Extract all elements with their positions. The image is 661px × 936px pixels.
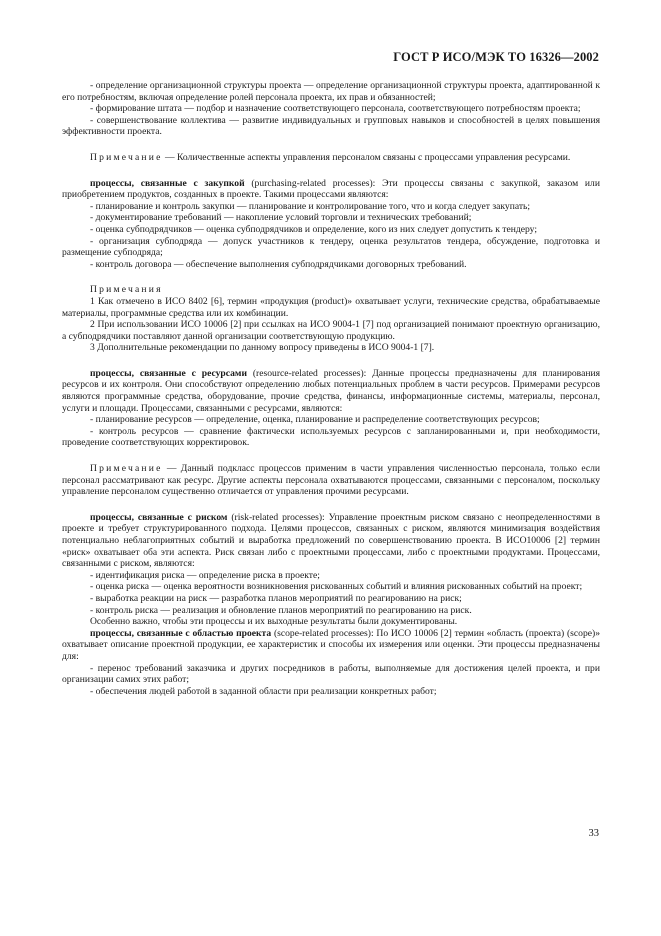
list-item: - оценка риска — оценка вероятности возникновения рискованных событий и влияния рискованных событий на проект; bbox=[90, 581, 583, 593]
document-body bbox=[62, 80, 600, 697]
list-item: - контроль риска — реализация и обновление планов мероприятий по реагированию на риск. bbox=[90, 604, 472, 616]
page-header: ГОСТ Р ИСО/МЭК ТО 16326—2002 bbox=[393, 50, 599, 64]
list-item: - контроль договора — обеспечение выполнения субподрядчиками договорных требований. bbox=[90, 258, 467, 270]
list-item: - планирование и контроль закупки — планирование и контролирование того, что и когда следует закупать; bbox=[90, 200, 531, 212]
term-text: (risk-related processes): Управление проектным риском связано с неопределенностями в проекте и требует структурированного подхода. Целями процессов, связанных с риском, являются минимизация воздействия потенциально неблагоприятных событий и выработка предложений по совершенствованию проекта. В ИСО10006 [2] термин «риск» охватывает оба эти аспекта. Риск связан либо с проектными процессами, либо с проектными продуктами. Процессами, связанными с риском, являются: bbox=[62, 511, 600, 570]
term-text: (resource-related processes): Данные процессы предназначены для планирования ресурсов и их контроля. Они способствуют определению любых потенциальных проблем в части ресурсов. Примерами ресурсов являются программные средства, оборудование, прочие средства, финансы, информационные системы, материалы, персонал, услуги и площади. Процессами, связанными с ресурсами, являются: bbox=[62, 367, 601, 414]
list-item: - формирование штата — подбор и назначение соответствующего персонала, соответствующего потребностям проекта; bbox=[90, 103, 581, 115]
note-paragraph bbox=[62, 152, 600, 164]
note-label: Примечание bbox=[90, 463, 163, 475]
paragraph-gap bbox=[62, 164, 600, 178]
list-item: - идентификация риска — определение риска в проекте; bbox=[90, 569, 320, 581]
note-paragraph: 2 При использовании ИСО 10006 [2] при ссылках на ИСО 9004-1 [7] под организацией понимают проектную организацию, а субподрядчики поставляют данной организации соответствующую продукцию. bbox=[62, 319, 600, 342]
list-item: - перенос требований заказчика и других посредников в работы, выполняемые для достижения целей проекта, и при организации самих этих работ; bbox=[62, 662, 600, 686]
term-name: процессы, связанные с закупкой bbox=[90, 177, 245, 189]
term-text: (purchasing-related processes): Эти процессы связаны с закупкой, заказом или приобретением продуктов, созданных в проекте. Такими процессами являются: bbox=[62, 177, 600, 201]
notes-heading bbox=[62, 284, 600, 296]
list-item: - контроль ресурсов — сравнение фактически используемых ресурсов с запланированными и, при необходимости, проведение соответствующих корректировок. bbox=[62, 425, 600, 449]
list-item: - обеспечения людей работой в заданной области при реализации конкретных работ; bbox=[90, 685, 437, 697]
list-item: - оценка субподрядчиков — оценка субподрядчиков и определение, кого из них следует допустить к тендеру; bbox=[90, 223, 537, 235]
note-label: Примечание bbox=[90, 151, 163, 163]
note-text: — Данный подкласс процессов применим в части управления численностью персонала, только если персонал рассматривают как ресурс. Другие аспекты персонала охватываются процессами, связанными с персоналом, поскольку управление персоналом существенно отличается от управления прочими ресурсами. bbox=[62, 463, 600, 498]
paragraph-gap bbox=[62, 449, 600, 463]
note-paragraph: 1 Как отмечено в ИСО 8402 [6], термин «продукция (product)» охватывает услуги, технические средства, обрабатываемые материалы, программные средства или их комбинации. bbox=[62, 295, 600, 319]
term-name: процессы, связанные с риском bbox=[90, 511, 228, 523]
note-text: — Количественные аспекты управления персоналом связаны с процессами управления ресурсами. bbox=[162, 151, 571, 163]
term-definition bbox=[62, 628, 600, 663]
paragraph-gap bbox=[62, 138, 600, 152]
term-name: процессы, связанные с ресурсами bbox=[90, 367, 247, 379]
note-paragraph: 3 Дополнительные рекомендации по данному вопросу приведены в ИСО 9004-1 [7]. bbox=[90, 342, 435, 354]
paragraph-gap bbox=[62, 498, 600, 512]
paragraph-gap bbox=[62, 354, 600, 368]
term-definition bbox=[62, 512, 600, 570]
note-paragraph bbox=[62, 463, 600, 498]
list-item: Особенно важно, чтобы эти процессы и их выходные результаты были документированы. bbox=[90, 616, 458, 628]
term-text: (scope-related processes): По ИСО 10006 [2] термин «область (проекта) (scope)» охватывает описание проектной продукции, ее характеристик и способы их измерения или оценки. Эти процессы предназначены для: bbox=[62, 627, 601, 662]
term-definition bbox=[62, 178, 600, 201]
list-item: - выработка реакции на риск — разработка планов мероприятий по реагированию на риск; bbox=[90, 592, 462, 604]
list-item: - организация субподряда — допуск участников к тендеру, оценка результатов тендера, обсуждение, подготовка и размещение субподряда; bbox=[62, 235, 600, 259]
list-item: - определение организационной структуры проекта — определение организационной структуры проекта, адаптированной к его потребностям, включая определение ролей персонала проекта, их прав и обязанностей; bbox=[62, 80, 600, 103]
term-name: процессы, связанные с областью проекта bbox=[90, 627, 272, 639]
paragraph-gap bbox=[62, 270, 600, 284]
term-definition bbox=[62, 368, 600, 414]
list-item: - документирование требований — накопление условий торговли и технических требований; bbox=[90, 212, 472, 224]
notes-heading-label: Примечания bbox=[90, 284, 163, 296]
page-number: 33 bbox=[588, 828, 599, 839]
list-item: - совершенствование коллектива — развитие индивидуальных и групповых навыков и способностей в целях повышения эффективности проекта. bbox=[62, 114, 600, 138]
list-item: - планирование ресурсов — определение, оценка, планирование и распределение соответствующих ресурсов; bbox=[90, 414, 540, 426]
